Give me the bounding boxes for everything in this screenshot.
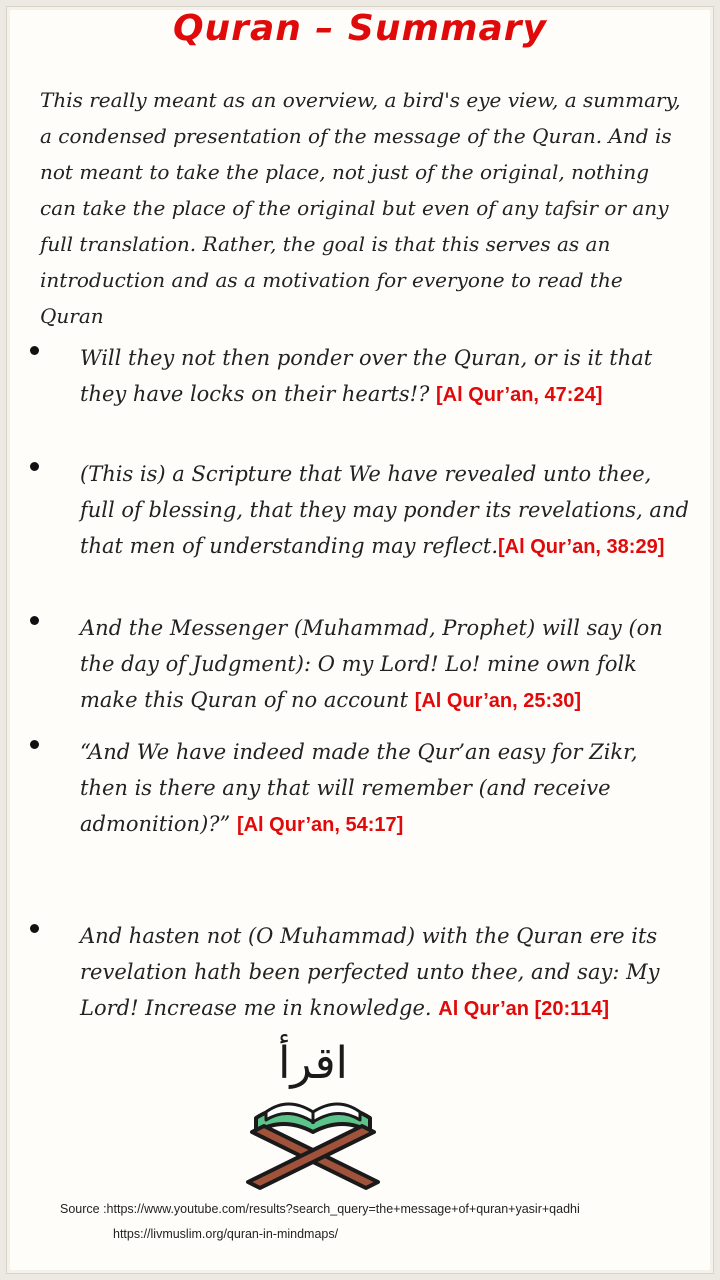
page-title: Quran – Summary [172,8,548,49]
quran-stand-illustration [238,1032,388,1192]
bullet-icon [30,616,39,625]
verse-body: And hasten not (O Muhammad) with the Quran ere its revelation hath been perfected unto thee, and say: My Lord! Increase me in knowledge. [80,924,660,1020]
verse-text [80,734,690,843]
source-line: Source :https://www.youtube.com/results?search_query=the+message+of+quran+yasir+qadhi [60,1202,580,1216]
verse-body: (This is) a Scripture that We have revealed unto thee, full of blessing, that they may ponder its revelations, and that men of understanding may reflect. [80,462,689,558]
verse-reference: [Al Qur’an, 47:24] [436,384,603,406]
bullet-icon [30,924,39,933]
verse-body: Will they not then ponder over the Quran, or is it that they have locks on their hearts!? [80,346,653,406]
quran-book-icon [238,1032,388,1192]
verse-reference: [Al Qur’an, 54:17] [236,814,404,836]
verse-text [80,456,690,565]
intro-paragraph: This really meant as an overview, a bird's eye view, a summary, a condensed presentation of the message of the Quran. And is not meant to take the place, not just of the original, nothing can take the place of the original but even of any tafsir or any full translation. Rather, the goal is that this serves as an introduction and as a motivation for everyone to read the Quran [40,88,681,328]
bullet-icon [30,740,39,749]
iqra-text: اقرأ [278,1038,348,1089]
verse-text [80,340,690,413]
bullet-icon [30,462,39,471]
verse-reference: [Al Qur’an, 25:30] [414,690,582,712]
verse-text [80,918,690,1027]
bullet-icon [30,346,39,355]
verse-reference: [Al Qur’an, 38:29] [498,536,665,558]
verse-body: “And We have indeed made the Qur’an easy for Zikr, then is there any that will remember (and receive admonition)?” [80,740,638,836]
source-line-secondary: https://livmuslim.org/quran-in-mindmaps/ [113,1227,339,1241]
verse-body: And the Messenger (Muhammad, Prophet) will say (on the day of Judgment): O my Lord! Lo! mine own folk make this Quran of no account [80,616,663,712]
verse-text [80,610,690,719]
verse-reference: Al Qur’an [20:114] [438,998,610,1020]
